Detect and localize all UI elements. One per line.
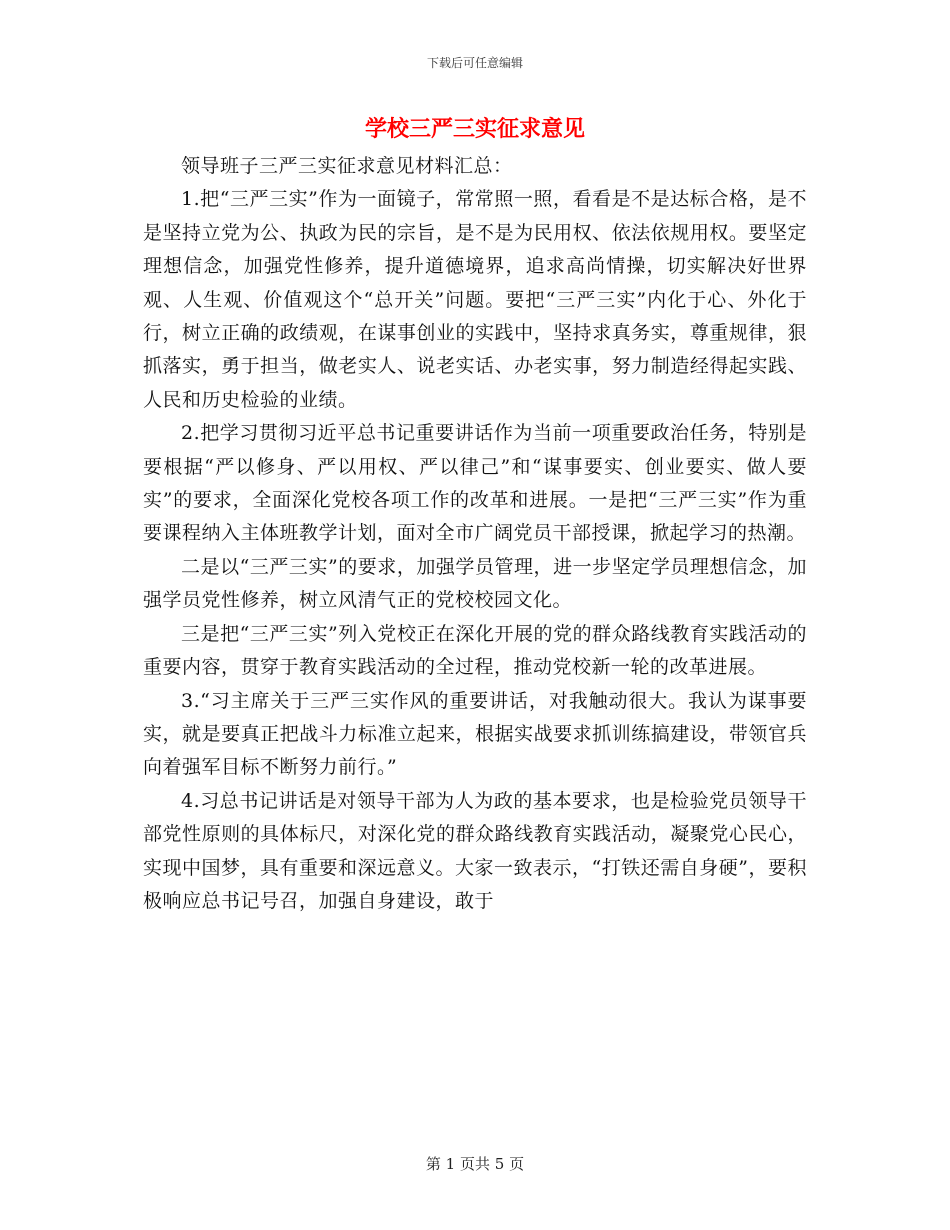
paragraph-intro: 领导班子三严三实征求意见材料汇总： xyxy=(181,155,513,177)
document-title: 学校三严三实征求意见 xyxy=(364,116,585,142)
paragraph-item-2-second: 二是以“三严三实”的要求，加强学员管理，进一步坚定学员理想信念，加强学员党性修养，树立风清气正的党校校园文化。 xyxy=(143,555,807,612)
paragraph-item-2: 2.把学习贯彻习近平总书记重要讲话作为当前一项重要政治任务，特别是要根据“严以修身、严以用权、严以律己”和“谋事要实、创业要实、做人要实”的要求，全面深化党校各项工作的改革和进展。一是把“三严三实”作为重要课程纳入主体班教学计划，面对全市广阔党员干部授课，掀起学习的热潮。 xyxy=(143,422,807,545)
paragraph-item-3: 3.“习主席关于三严三实作风的重要讲话，对我触动很大。我认为谋事要实，就是要真正把战斗力标准立起来，根据实战要求抓训练搞建设，带领官兵向着强军目标不断努力前行。” xyxy=(143,689,807,779)
header-note: 下载后可任意编辑 xyxy=(426,56,523,70)
paragraph-item-2-third: 三是把“三严三实”列入党校正在深化开展的党的群众路线教育实践活动的重要内容，贯穿于教育实践活动的全过程，推动党校新一轮的改革进展。 xyxy=(143,622,807,679)
paragraph-item-1: 1.把“三严三实”作为一面镜子，常常照一照，看看是不是达标合格，是不是坚持立党为公、执政为民的宗旨，是不是为民用权、依法依规用权。要坚定理想信念，加强党性修养，提升道德境界，追求高尚情操，切实解决好世界观、人生观、价值观这个“总开关”问题。要把“三严三实”内化于心、外化于行，树立正确的政绩观，在谋事创业的实践中，坚持求真务实，尊重规律，狠抓落实，勇于担当，做老实人、说老实话、办老实事，努力制造经得起实践、人民和历史检验的业绩。 xyxy=(143,188,807,411)
page-number: 第 1 页共 5 页 xyxy=(425,1155,525,1173)
document-body xyxy=(143,150,807,918)
paragraph-item-4: 4.习总书记讲话是对领导干部为人为政的基本要求，也是检验党员领导干部党性原则的具体标尺，对深化党的群众路线教育实践活动，凝聚党心民心，实现中国梦，具有重要和深远意义。大家一致表示，“打铁还需自身硬”，要积极响应总书记号召，加强自身建设，敢于 xyxy=(143,789,807,912)
